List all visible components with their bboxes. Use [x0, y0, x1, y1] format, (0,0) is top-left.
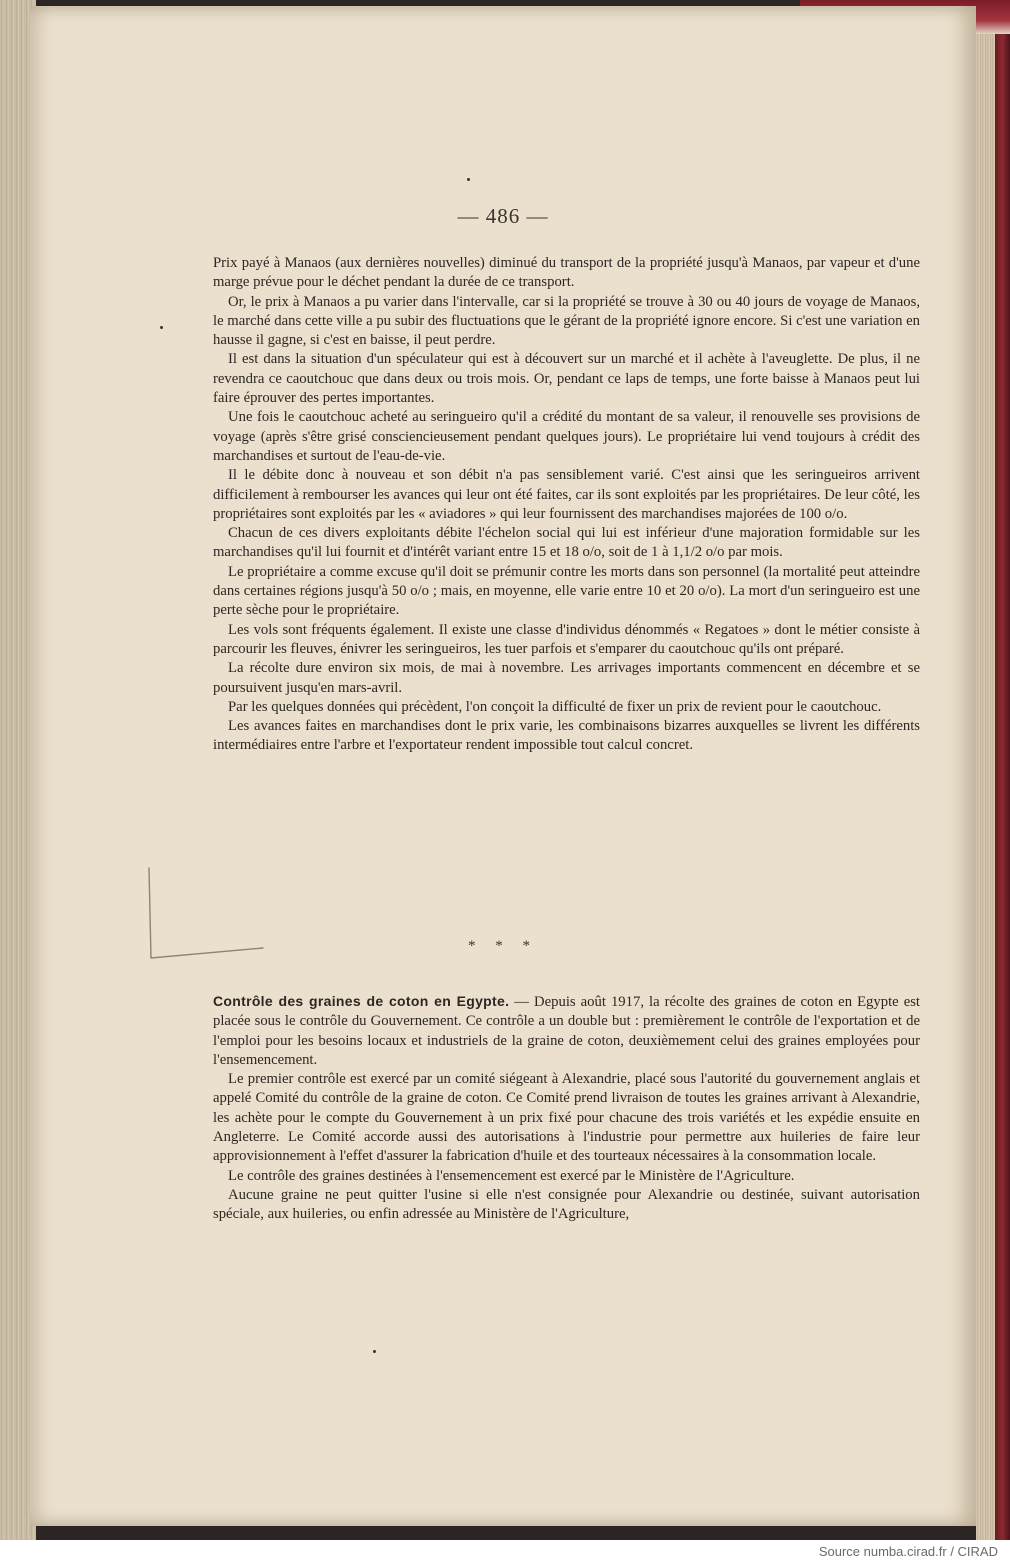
paragraph: Il le débite donc à nouveau et son débit n'a pas sensiblement varié. C'est ainsi que les seringueiros arrivent difficilement à rembourser les avances qui leur ont été faites, car ils sont exploités par les propriétaires. De leur côté, les propriétaires sont exploités par les « aviadores » qui leur fournissent des marchandises majorées de 100 o/o. — [213, 467, 920, 522]
paragraph: La récolte dure environ six mois, de mai à novembre. Les arrivages importants commencent en décembre et se poursuivent jusqu'en mars-avril. — [213, 660, 920, 696]
speck — [467, 178, 470, 181]
book-page — [30, 6, 976, 1526]
source-credit: Source numba.cirad.fr / CIRAD — [818, 1544, 998, 1559]
paragraph: Les avances faites en marchandises dont le prix varie, les combinaisons bizarres auxquelles se livrent les différents intermédiaires entre l'arbre et l'exportateur rendent impossible tout calcul concret. — [213, 718, 920, 754]
paragraph: Le contrôle des graines destinées à l'ensemencement est exercé par le Ministère de l'Agriculture. — [228, 1167, 795, 1184]
paragraph: Chacun de ces divers exploitants débite l'échelon social qui lui est inférieur d'une majoration formidable sur les marchandises qu'il lui fournit et d'intérêt variant entre 15 et 18 o/o, soit de 1 à 1,1/2 o/o par mois. — [213, 525, 920, 561]
paragraph: Par les quelques données qui précèdent, l'on conçoit la difficulté de fixer un prix de revient pour le caoutchouc. — [228, 698, 882, 715]
speck — [373, 1350, 376, 1353]
paragraph: Une fois le caoutchouc acheté au seringueiro qu'il a crédité du montant de sa valeur, il renouvelle ses provisions de voyage (après s'être grisé consciencieusement pendant quelques jours). Le propriétaire lui vend toujours à crédit des marchandises et surtout de l'eau-de-vie. — [213, 409, 920, 464]
book-binding — [995, 0, 1010, 1540]
section-heading: Contrôle des graines de coton en Egypte. — [213, 993, 510, 1009]
text-block-rubber — [213, 254, 920, 756]
paragraph: Prix payé à Manaos (aux dernières nouvelles) diminué du transport de la propriété jusqu'à Manaos, par vapeur et d'une marge prévue pour le déchet pendant la durée de ce transport. — [213, 255, 920, 291]
paragraph-text: — Depuis août 1917, la récolte des graines de coton en Egypte est placée sous le contrôle du Gouvernement. Ce contrôle a un double but : premièrement le contrôle de l'exportation et de l'emploi pour les besoins locaux et industriels de la graine de coton, deuxièmement celui des graines employées pour l'ensemencement. — [213, 994, 921, 1068]
speck — [160, 326, 163, 329]
paragraph — [213, 992, 920, 1070]
text-block-cotton — [213, 992, 920, 1225]
paragraph: Le propriétaire a comme excuse qu'il doit se prémunir contre les morts dans son personnel (la mortalité peut atteindre dans certaines régions jusqu'à 50 o/o ; mais, en moyenne, elle varie entre 10 et 20 o/o). La mort d'un seringueiro est une perte sèche pour le propriétaire. — [213, 563, 920, 619]
paragraph: Aucune graine ne peut quitter l'usine si elle n'est consignée pour Alexandrie ou destinée, suivant autorisation spéciale, aux huileries, ou enfin adressée au Ministère de l'Agriculture, — [213, 1186, 920, 1223]
section-separator: * * * — [468, 938, 538, 954]
paragraph: Il est dans la situation d'un spéculateur qui est à découvert sur un marché et il achète à l'aveuglette. De plus, il ne revendra ce caoutchouc que dans deux ou trois mois. Or, pendant ce laps de temps, une forte baisse à Manaos peut lui faire éprouver des pertes importantes. — [213, 351, 920, 407]
paragraph: Les vols sont fréquents également. Il existe une classe d'individus dénommés « Regatoes » dont le métier consiste à parcourir les fleuves, énivrer les seringueiros, les tuer parfois et s'emparer du caoutchouc qu'ils ont préparé. — [213, 621, 920, 657]
page-number: — 486 — — [457, 204, 549, 228]
paragraph: Or, le prix à Manaos a pu varier dans l'intervalle, car si la propriété se trouve à 30 ou 40 jours de voyage de Manaos, le marché dans cette ville a pu subir des fluctuations que le gérant de la propriété ignore encore. Si c'est une variation en hausse il gagne, si c'est en baisse, il peut perdre. — [213, 293, 920, 349]
paragraph: Le premier contrôle est exercé par un comité siégeant à Alexandrie, placé sous l'autorité du gouvernement anglais et appelé Comité du contrôle de la graine de coton. Ce Comité prend livraison de toutes les graines arrivant à Alexandrie, les achète pour le compte du Gouvernement à un prix fixé pour chacune des trois variétés et les expédie ensuite en Angleterre. Le Comité accorde aussi des autorisations à l'industrie pour permettre aux huileries de faire leur approvisionnement à l'effet d'assurer la fabrication d'huile et des tourteaux nécessaires à la consommation locale. — [213, 1071, 920, 1165]
